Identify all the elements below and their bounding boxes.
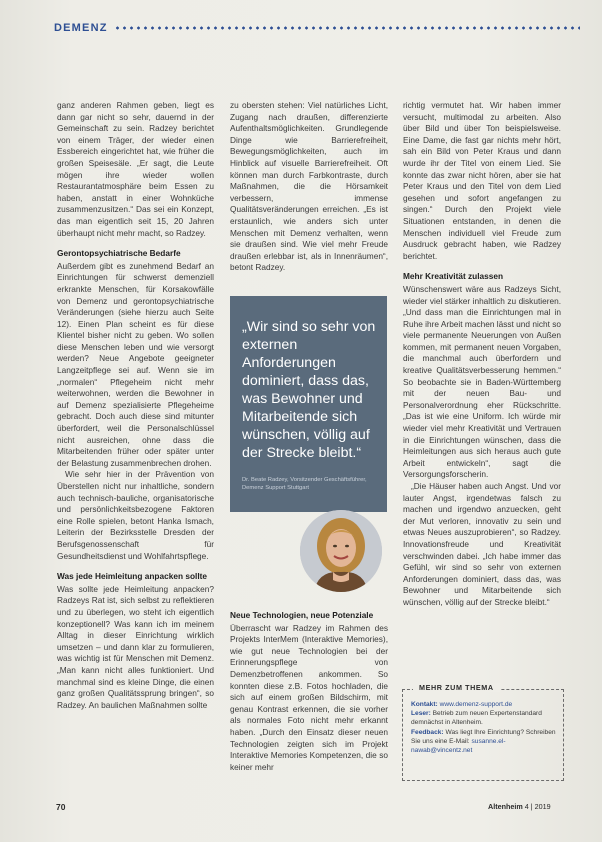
- paragraph: Wünschenswert wäre aus Radzeys Sicht, wieder viel stärker inhaltlich zu diskutieren. „Und dass man die Einrichtungen mal in Ruhe ihre Arbeit machen lässt und nicht so viele permanente Neuerungen von Außen kommen, mit permanent neuen Vorgaben, die manchmal auch überfordern und kreative Qualitätsverbesserung hemmen.“ So beobachte sie in Baden-Württemberg mit der neuen Bau- und Personalverordnung eher Rückschritte. „Das ist wie eine Uniform. Ich würde mir wieder viel mehr Kreativität und Vertrauen in die Einrichtungen wünschen, dass die Heimleitungen aus sich heraus auch gute Arbeit entwickeln“, sagt die Versorgungsforscherin.: [403, 283, 561, 480]
- info-feedback: [411, 728, 557, 756]
- paragraph: ganz anderen Rahmen geben, liegt es dann gar nicht so sehr, dauernd in der Gemeinschaft zu sein. Radzey berichtet von einem Träger, der wieder einen Essbereich eingerichtet hat, wie früher die großen Speisesäle. „Er sagt, die Leute mögen ihre wieder wollen Restaurantatmosphäre beim Essen zu haben, anstatt in einer Wohnküche zusammenzusitzen.“ Das sei ein Konzept, das man eigentlich seit 15, 20 Jahren überhaupt nicht mehr macht, so Radzey.: [57, 100, 214, 238]
- footer-publication: [488, 802, 551, 811]
- text-column-3: [403, 100, 561, 609]
- feedback-text: Was liegt Ihre Einrichtung? Schreiben Sie uns eine E-Mail:: [411, 728, 556, 745]
- text-column-1: [57, 100, 214, 711]
- feedback-label: Feedback:: [411, 728, 444, 736]
- text-column-2-lower: [230, 610, 388, 773]
- reader-label: Leser:: [411, 710, 431, 718]
- paragraph: Wie sehr hier in der Prävention von Überstellen nicht nur inhaltliche, sondern auch technisch-bauliche, organisatorische und persönlichkeitsbezogene Faktoren eine Rolle spielen, betont Hanka Ismach, Leiterin der Bezirksstelle Dresden der Berufsgenossenschaft für Gesundheitsdienst und Wohlfahrtspflege.: [57, 469, 214, 561]
- person-portrait-icon: [300, 510, 382, 592]
- quote-text: „Wir sind so sehr von externen Anforderungen dominiert, dass das, was Bewohner und Mitarbeitende sich wünschen, völlig auf der Strecke bleibt.“: [242, 319, 376, 461]
- subheading: Gerontopsychiatrische Bedarfe: [57, 248, 181, 259]
- subheading: Was jede Heimleitung anpacken sollte: [57, 571, 208, 582]
- magazine-name: Altenheim: [488, 802, 523, 811]
- subheading: Neue Technologien, neue Potenziale: [230, 610, 374, 620]
- reader-text: Betrieb zum neuen Expertenstandard demnächst in Altenheim.: [411, 710, 542, 727]
- paragraph: „Die Häuser haben auch Angst. Und vor lauter Angst, irgendetwas falsch zu machen und irgendwo anzuecken, geht der Mut verloren, innovativ zu sein und etwas Neues auszuprobieren“, so Radzey. Innovationsfreude und Kreativität verschwinden dabei. „Ich habe immer das Gefühl, wir sind so sehr von externen Anforderungen dominiert, dass das, was Bewohner und Mitarbeitende sich wünschen, völlig auf der Strecke bleibt.“: [403, 481, 561, 607]
- info-contact: [411, 700, 557, 709]
- more-info-box: [402, 683, 564, 781]
- subheading: Mehr Kreativität zulassen: [403, 271, 504, 282]
- issue-number: 4 | 2019: [524, 802, 551, 811]
- paragraph: richtig vermutet hat. Wir haben immer versucht, multimodal zu arbeiten. Also über Bild und über Ton beispielsweise. Eine Dame, die fast gar nichts mehr hört, sah ein Bild von Peter Kraus und dann wurde ihr der Titel von einem Lied. Sie konnte das zwar nicht hören, aber sie hat Peter Kraus und den Titel von dem Lied gesehen und sofort angefangen zu singen.“ Durch den Projekt viele Situationen entstanden, in denen die Menschen individuell viel Freude zum Ausdruck gebracht haben, wie Radzey berichtet.: [403, 100, 561, 261]
- section-header: [54, 20, 580, 36]
- paragraph: Außerdem gibt es zunehmend Bedarf an Einrichtungen für schwerst demenziell erkrankte Menschen, für Korsakowfälle von Demenz und gerontopsychiatrische Veränderungen (siehe hierzu auch Seite 12). Einen Plan scheint es für diese Klientel bisher nicht zu geben. Wo sollen diese Menschen leben und wie versorgt werden? Neue Angebote geeigneter Langzeitpflege sei auf. Wenn sie im „normalen“ Pflegeheim nicht mehr weiterwohnen, werden die Bewohner in auf Demenz spezialisierte Pflegeheime gebracht. Doch auch diese sind mitunter überfordert, weil die Personalschlüssel nicht ausreichen, ohne dass die Mitarbeitenden früher oder später unter der Belastung zusammenbrechen drohen.: [57, 260, 214, 468]
- dotted-rule: [114, 26, 580, 30]
- paragraph: Was sollte jede Heimleitung anpacken? Radzeys Rat ist, sich selbst zu reflektieren und zu überlegen, wo steht ich eigentlich konzeptionell? Was kann ich im meinem Alltag in dieser Einrichtung wirklich umsetzen – und dann klar zu formulieren, was wichtig ist für Menschen mit Demenz. „Man kann nicht alles funktioniert. Und manchmal sind es kleine Dinge, die einen ganz großen Qualitätssprung bringen“, so Radzey. An baulichen Maßnahmen sollte: [57, 583, 214, 710]
- info-box-title: MEHR ZUM THEMA: [413, 683, 500, 692]
- info-reader: [411, 709, 557, 727]
- section-label: DEMENZ: [54, 22, 108, 34]
- text-column-2: [230, 100, 388, 274]
- paragraph: Überrascht war Radzey im Rahmen des Projekts InterMem (Interaktive Memories), wie gut neue Technologien bei der Erinnerungspflege von Demenzbetroffenen ankommen. So konnten diese z.B. Fotos hochladen, die sich auf einem großen Bildschirm, mit genau Kontrast erkennen, die sie vorher als normales Foto nicht mehr erkannt haben. „Durch den Einsatz dieser neuen Technologien zeigten sich im Projekt Interaktive Memories Kompetenzen, die so keiner mehr: [230, 622, 388, 772]
- pull-quote: [230, 296, 387, 512]
- paragraph: zu obersten stehen: Viel natürliches Licht, Zugang nach draußen, differenzierte Aufenthaltsmöglichkeiten. Grundlegende Dinge wie Barrierefreiheit, Bewegungsmöglichkeiten, auch im Hinblick auf visuelle Barrierefreiheit. Oft können man durch Farbkontraste, durch Maßnahmen, die die Hörsamkeit verbessern, immense Qualitätsveränderungen erreichen. „Es ist erstaunlich, wie anders sich unter Menschen mit Demenz verhalten, wenn sie draußen sind. Wie viel mehr Freude draußen erlebbar ist, als in Innenräumen“, betont Radzey.: [230, 100, 388, 273]
- quote-attribution: Dr. Beate Radzey, Vorsitzender Geschäftsführer, Demenz Support Stuttgart: [242, 477, 367, 491]
- contact-link[interactable]: www.demenz-support.de: [439, 701, 513, 708]
- portrait-photo: [300, 510, 382, 592]
- page-number: 70: [56, 802, 66, 812]
- email-link[interactable]: susanne.el-nawab@vincentz.net: [411, 737, 506, 755]
- contact-label: Kontakt:: [411, 701, 438, 708]
- info-box-body: [411, 700, 557, 755]
